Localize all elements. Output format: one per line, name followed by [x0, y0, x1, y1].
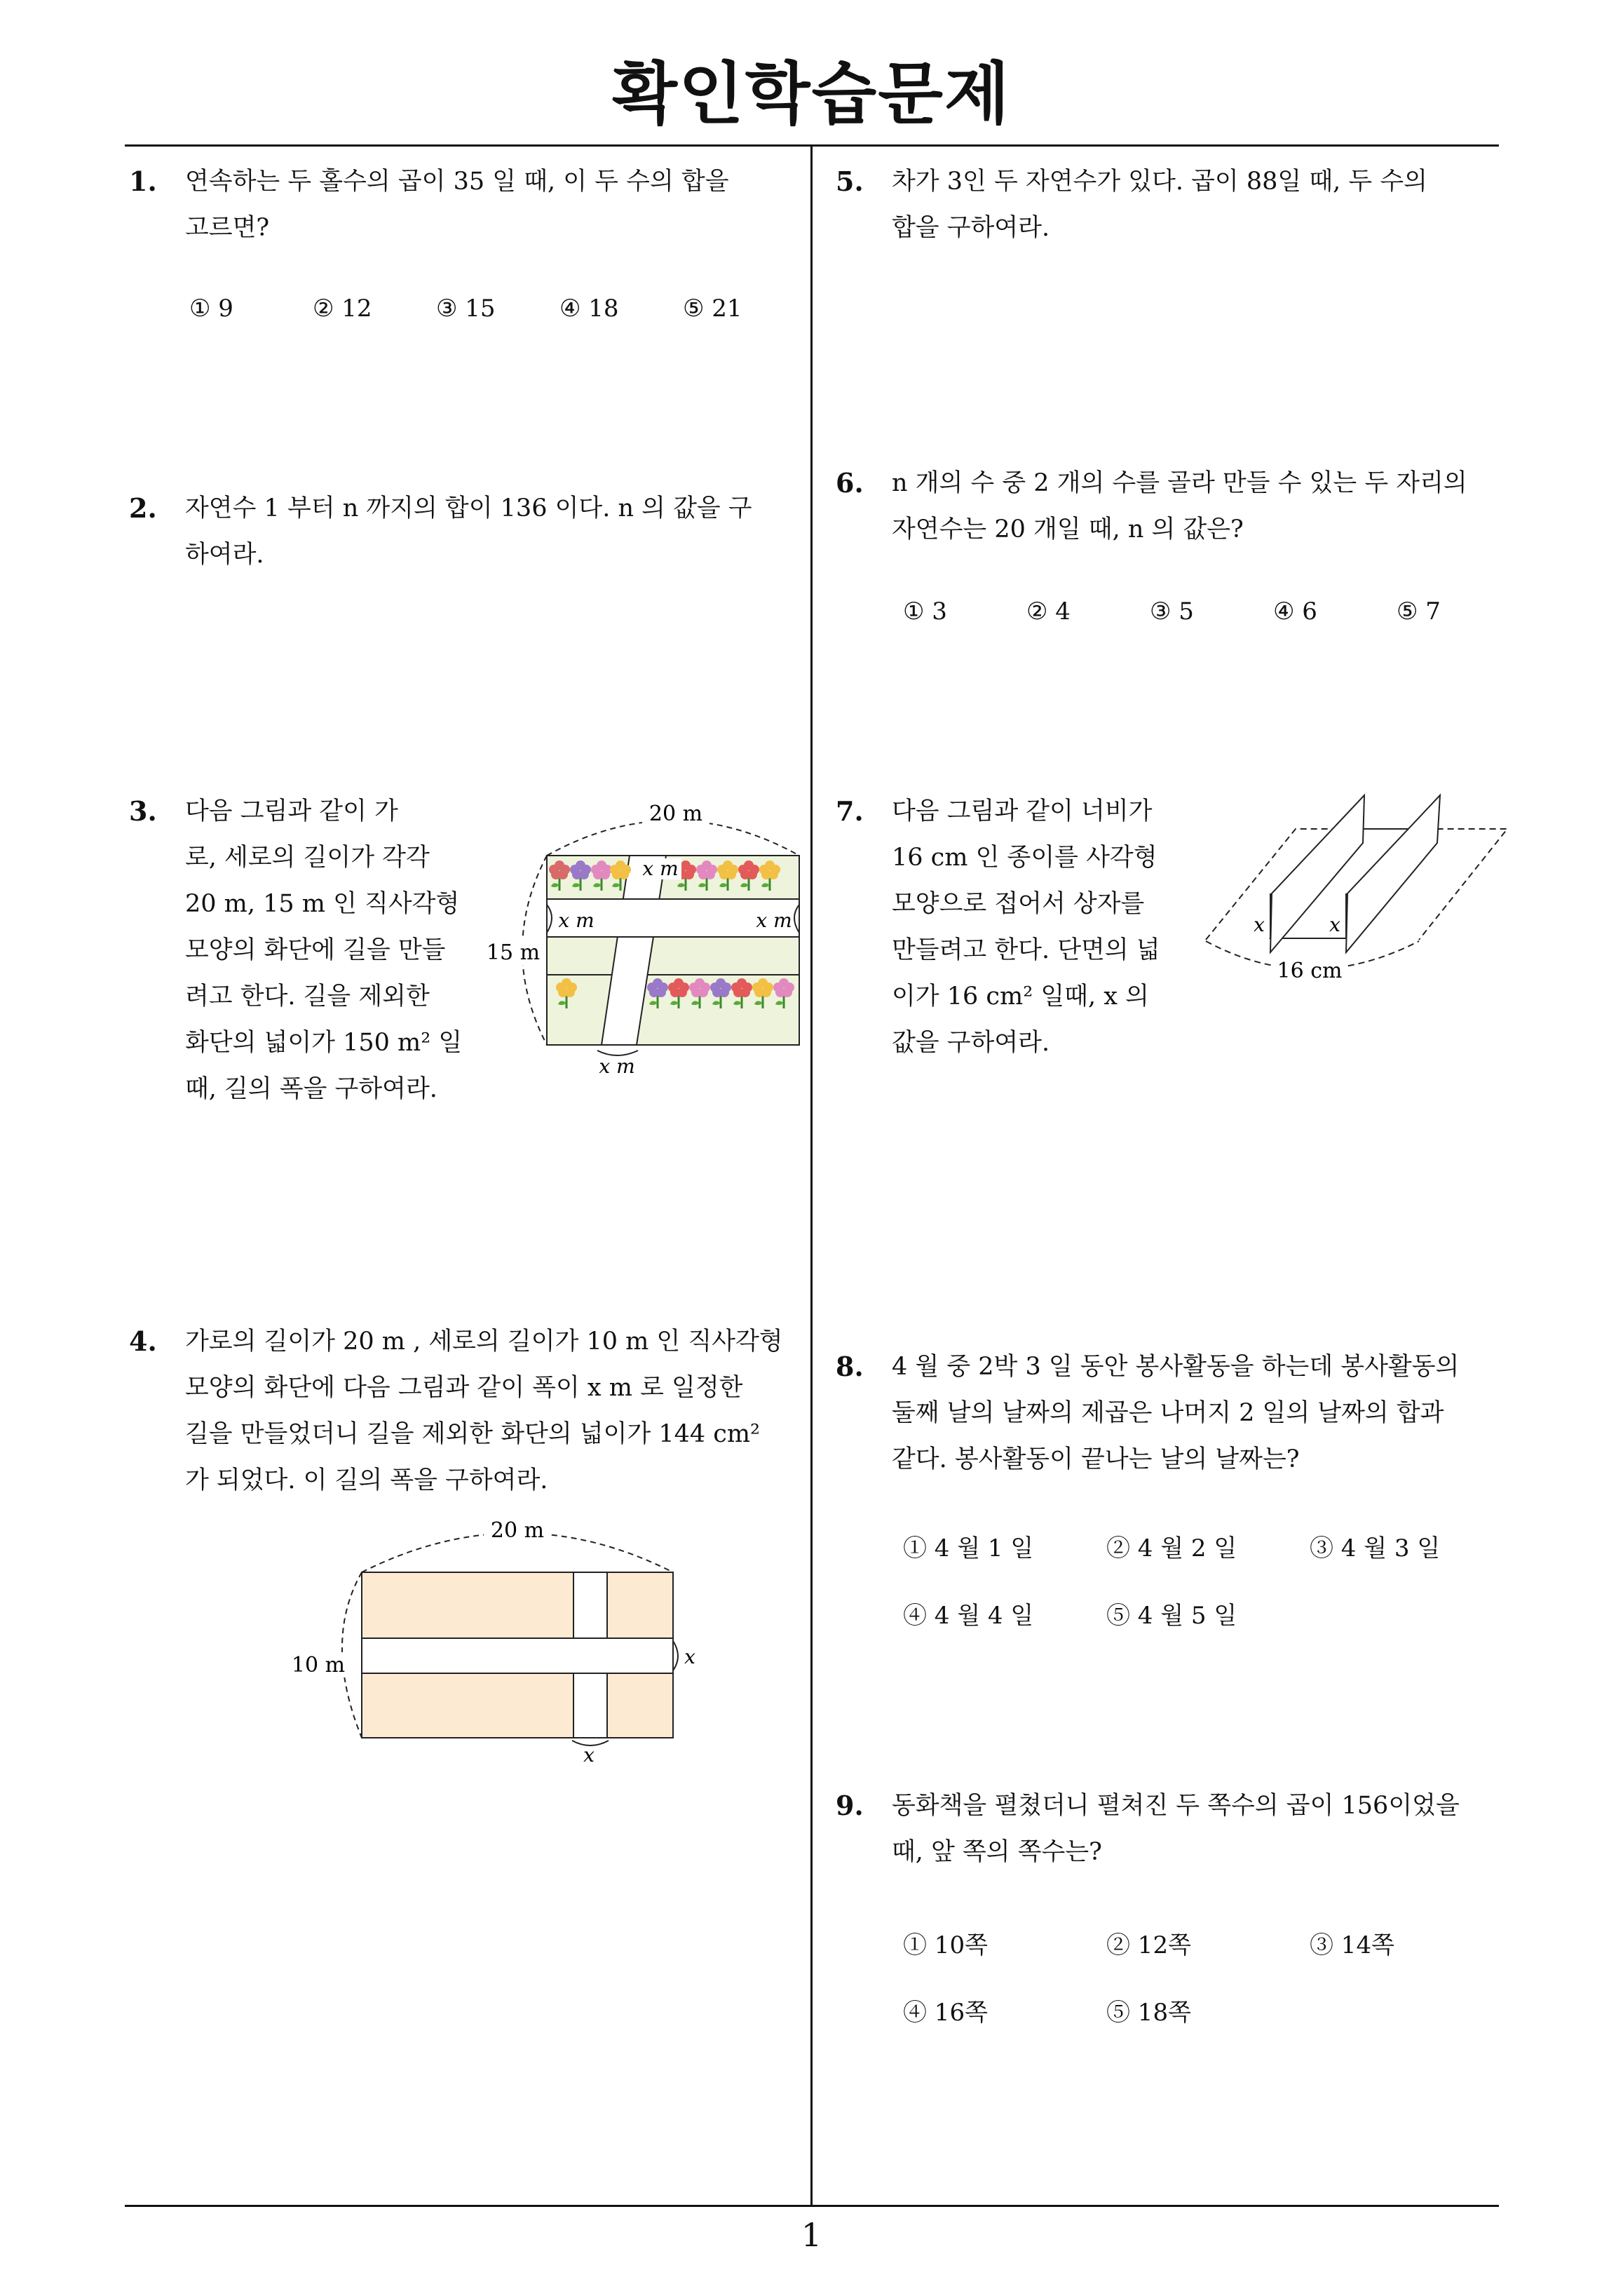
width-label: 16 cm — [1277, 959, 1343, 983]
width-label: 20 m — [648, 802, 703, 826]
choice[interactable]: ② 12 — [313, 295, 372, 323]
question-8 — [836, 1344, 1509, 1483]
question-text-line: 다음 그림과 같이 가 — [185, 797, 398, 825]
choice[interactable]: ④ 6 — [1273, 597, 1317, 626]
garden-figure-q3 — [477, 799, 806, 1078]
question-7 — [836, 788, 1179, 1066]
question-text-line: 동화책을 펼쳤더니 펼쳐진 두 쪽수의 곱이 156이었을 — [892, 1792, 1460, 1820]
choice[interactable]: ③ 14쪽 — [1310, 1931, 1394, 1959]
question-4 — [129, 1318, 802, 1504]
question-text-line: 로, 세로의 길이가 각각 — [185, 844, 430, 872]
path-width-label: x m — [642, 857, 679, 880]
choice[interactable]: ③ 4 월 3 일 — [1310, 1534, 1441, 1562]
choice[interactable]: ② 12쪽 — [1106, 1931, 1191, 1959]
question-text-line: 고르면? — [185, 214, 270, 242]
choice[interactable]: ⑤ 4 월 5 일 — [1106, 1602, 1237, 1630]
choice[interactable]: ⑤ 7 — [1397, 597, 1441, 626]
choice[interactable]: ① 9 — [189, 295, 233, 323]
question-text-line: 16 cm 인 종이를 사각형 — [892, 844, 1157, 872]
path-width-label: x m — [558, 909, 595, 932]
question-text-line: 값을 구하여라. — [892, 1029, 1050, 1057]
choice[interactable]: ② 4 — [1026, 597, 1071, 626]
page-number: 1 — [801, 2216, 822, 2254]
question-text-line: 자연수는 20 개일 때, n 의 값은? — [892, 515, 1244, 543]
choice[interactable]: ③ 5 — [1150, 597, 1194, 626]
height-label: 15 m — [486, 940, 541, 965]
question-6 — [836, 460, 1509, 553]
side-label: x — [1254, 913, 1265, 936]
question-number: 9. — [836, 1790, 864, 1821]
question-text-line: 자연수 1 부터 n 까지의 합이 136 이다. n 의 값을 구 — [185, 494, 752, 522]
choice[interactable]: ⑤ 18쪽 — [1106, 1999, 1191, 2027]
question-number: 5. — [836, 166, 864, 197]
question-text-line: 때, 길의 폭을 구하여라. — [185, 1075, 437, 1103]
question-5 — [836, 158, 1509, 251]
question-text-line: 만들려고 한다. 단면의 넓 — [892, 936, 1160, 964]
box-figure-q7 — [1192, 792, 1514, 989]
question-text-line: 연속하는 두 홀수의 곱이 35 일 때, 이 두 수의 합을 — [185, 168, 729, 196]
question-number: 2. — [129, 492, 157, 524]
choice[interactable]: ④ 18 — [559, 295, 619, 323]
choice[interactable]: ⑤ 21 — [683, 295, 742, 323]
path-width-label: x m — [756, 909, 792, 932]
footer-rule — [125, 2205, 1499, 2207]
question-number: 6. — [836, 467, 864, 499]
question-text-line: 하여라. — [185, 541, 264, 569]
height-label: 10 m — [291, 1653, 346, 1677]
choice[interactable]: ④ 4 월 4 일 — [903, 1602, 1034, 1630]
question-9 — [836, 1783, 1509, 1875]
choice[interactable]: ① 4 월 1 일 — [903, 1534, 1034, 1562]
question-text-line: 려고 한다. 길을 제외한 — [185, 982, 430, 1011]
garden-figure-q4 — [280, 1515, 715, 1767]
question-text-line: 차가 3인 두 자연수가 있다. 곱이 88일 때, 두 수의 — [892, 168, 1427, 196]
question-number: 8. — [836, 1351, 864, 1382]
question-number: 3. — [129, 795, 157, 827]
question-text-line: 다음 그림과 같이 너비가 — [892, 797, 1153, 825]
question-text-line: 길을 만들었더니 길을 제외한 화단의 넓이가 144 cm² — [185, 1420, 761, 1448]
path-width-label: x m — [599, 1055, 635, 1078]
question-text-line: 가 되었다. 이 길의 폭을 구하여라. — [185, 1466, 548, 1494]
question-text-line: 가로의 길이가 20 m , 세로의 길이가 10 m 인 직사각형 — [185, 1328, 783, 1356]
page-title: 확인학습문제 — [612, 55, 1011, 133]
question-text-line: 이가 16 cm² 일때, x 의 — [892, 982, 1149, 1011]
question-number: 7. — [836, 795, 864, 827]
question-text-line: 모양의 화단에 길을 만들 — [185, 936, 446, 964]
column-divider — [810, 144, 813, 2206]
choice[interactable]: ② 4 월 2 일 — [1106, 1534, 1237, 1562]
path-width-label: x — [583, 1743, 595, 1767]
question-number: 4. — [129, 1325, 157, 1357]
question-3 — [129, 788, 473, 1112]
width-label: 20 m — [490, 1518, 545, 1543]
question-text-line: 합을 구하여라. — [892, 214, 1050, 242]
choice[interactable]: ① 10쪽 — [903, 1931, 988, 1959]
question-text-line: 20 m, 15 m 인 직사각형 — [185, 890, 460, 918]
question-2 — [129, 485, 802, 578]
question-text-line: 4 월 중 2박 3 일 동안 봉사활동을 하는데 봉사활동의 — [892, 1353, 1460, 1381]
question-1 — [129, 158, 802, 251]
question-text-line: 모양으로 접어서 상자를 — [892, 890, 1145, 918]
path-horizontal — [362, 1638, 673, 1673]
choice[interactable]: ① 3 — [903, 597, 947, 626]
side-label: x — [1329, 913, 1340, 936]
path-width-label: x — [684, 1645, 695, 1668]
question-text-line: 같다. 봉사활동이 끝나는 날의 날짜는? — [892, 1445, 1300, 1473]
question-number: 1. — [129, 166, 157, 197]
choice[interactable]: ③ 15 — [436, 295, 496, 323]
question-text-line: 둘째 날의 날짜의 제곱은 나머지 2 일의 날짜의 합과 — [892, 1399, 1444, 1427]
question-text-line: 때, 앞 쪽의 쪽수는? — [892, 1838, 1102, 1866]
choice[interactable]: ④ 16쪽 — [903, 1999, 988, 2027]
question-text-line: 화단의 넓이가 150 m² 일 — [185, 1029, 463, 1057]
question-text-line: 모양의 화단에 다음 그림과 같이 폭이 x m 로 일정한 — [185, 1374, 743, 1402]
question-text-line: n 개의 수 중 2 개의 수를 골라 만들 수 있는 두 자리의 — [892, 469, 1467, 497]
